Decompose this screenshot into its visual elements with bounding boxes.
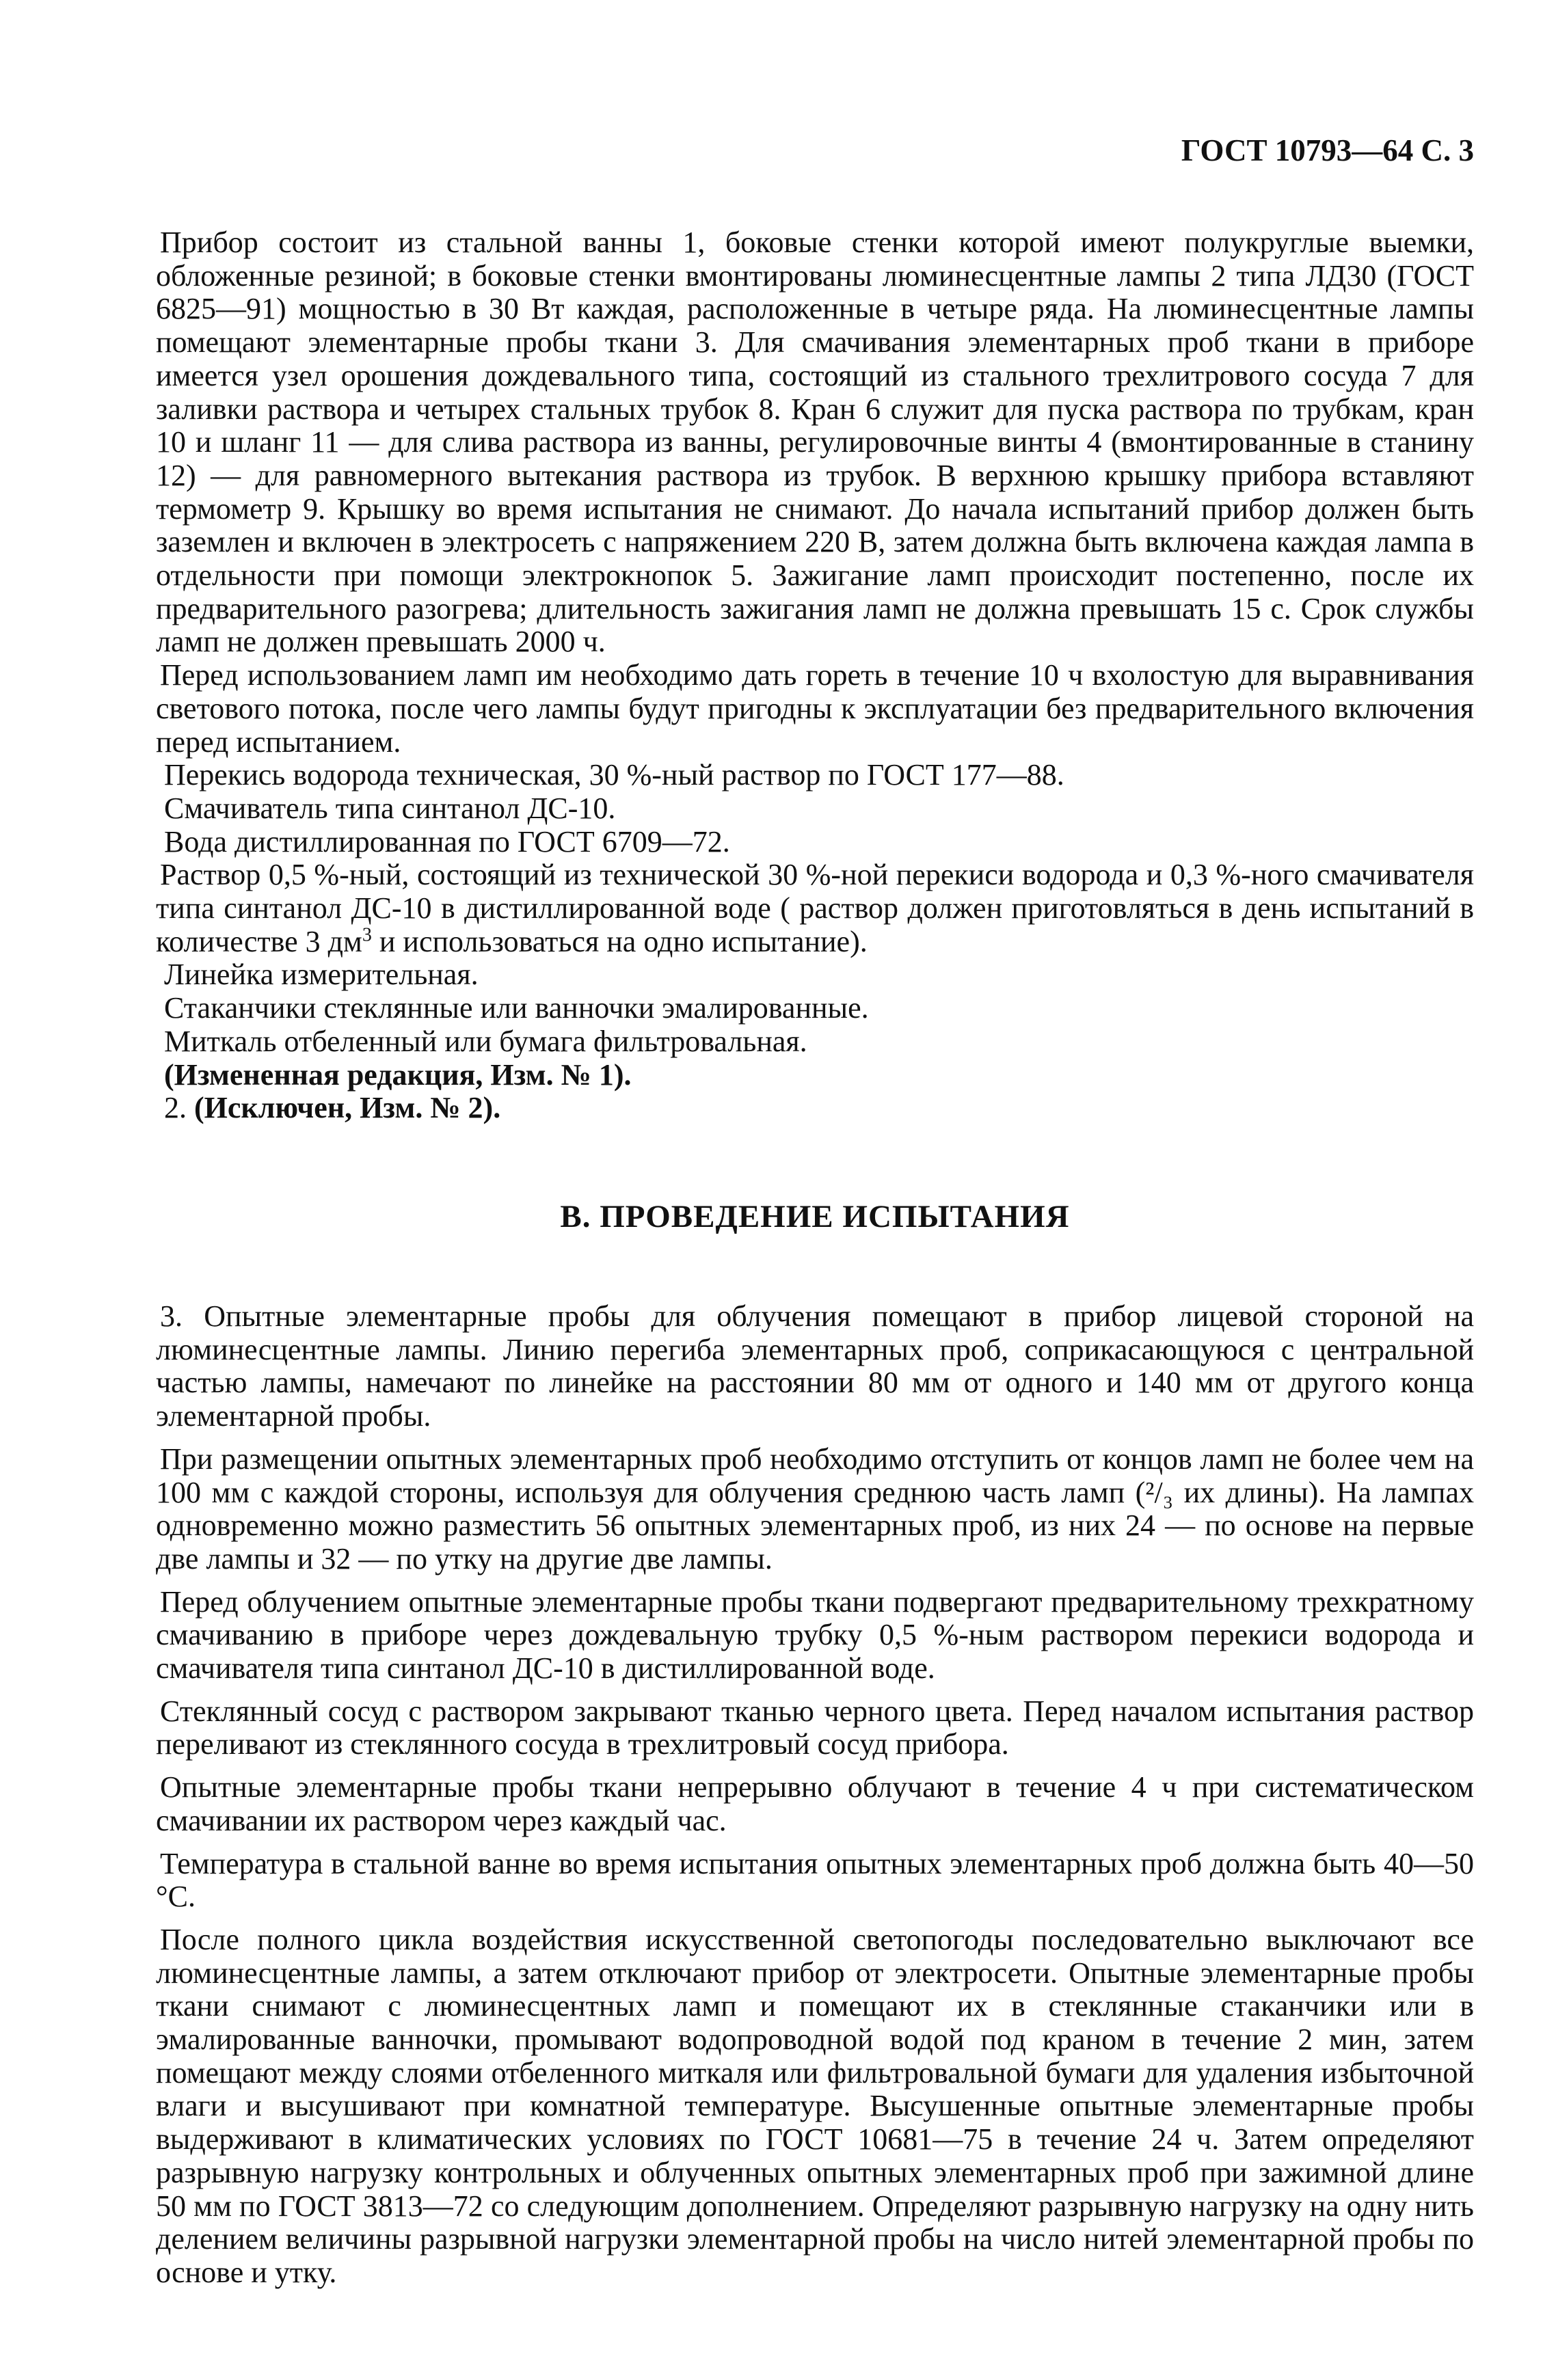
spacing-text-start: При размещении опытных элементарных проб необходимо отступить от концов ламп не более чем на 100 мм с каждой стороны, используя для облучения среднюю часть ламп ( bbox=[156, 1442, 1474, 1509]
solution-text-end: и использоваться на одно испытание). bbox=[371, 924, 868, 958]
list-item-tool-2: Стаканчики стеклянные или ванночки эмалированные. bbox=[164, 991, 869, 1025]
paragraph-3-wetting: Перед облучением опытные элементарные пробы ткани подвергают предварительному трехкратному смачиванию в приборе через дождевальную трубку 0,5 %-ным раствором перекиси водорода и смачивателя типа синтанол ДС-10 в дистиллированной воде. bbox=[156, 1584, 1474, 1686]
paragraph-3-spacing bbox=[156, 1443, 1474, 1576]
list-item-tool-1: Линейка измерительная. bbox=[164, 958, 479, 992]
item-2-excluded bbox=[156, 1092, 1474, 1125]
paragraph-3-placement: 3. Опытные элементарные пробы для облучения помещают в прибор лицевой стороной на люминесцентные лампы. Линию перегиба элементарных проб, соприкасающуюся с центральной частью лампы, намечают по линейке на расстоянии 80 мм от одного и 140 мм от другого конца элементарной пробы. bbox=[156, 1299, 1474, 1433]
amendment-note-1: (Измененная редакция, Изм. № 1). bbox=[164, 1057, 632, 1092]
item-2-number: 2. bbox=[164, 1091, 194, 1125]
paragraph-3-temperature: Температура в стальной ванне во время испытания опытных элементарных проб должна быть 40—50 °С. bbox=[156, 1846, 1474, 1914]
section-b-body bbox=[156, 226, 1474, 1125]
superscript-cubic: 3 bbox=[362, 924, 372, 946]
item-2-excluded-note: (Исключен, Изм. № 2). bbox=[194, 1091, 501, 1125]
list-item-reagent-1: Перекись водорода техническая, 30 %-ный раствор по ГОСТ 177—88. bbox=[164, 758, 1064, 792]
page-header: ГОСТ 10793—64 С. 3 bbox=[1181, 133, 1474, 167]
section-title: В. ПРОВЕДЕНИЕ ИСПЫТАНИЯ bbox=[560, 1198, 1070, 1234]
paragraph-3-irradiation: Опытные элементарные пробы ткани непрерывно облучают в течение 4 ч при систематическом смачивании их раствором через каждый час. bbox=[156, 1770, 1474, 1837]
paragraph-device-description: Прибор состоит из стальной ванны 1, боковые стенки которой имеют полукруглые выемки, обложенные резиной; в боковые стенки вмонтированы люминесцентные лампы 2 типа ЛД30 (ГОСТ 6825—91) мощностью в 30 Вт каждая, расположенные в четыре ряда. На люминесцентные лампы помещают элементарные пробы ткани 3. Для смачивания элементарных проб ткани в приборе имеется узел орошения дождевального типа, состоящий из стального трехлитрового сосуда 7 для заливки раствора и четырех стальных трубок 8. Кран 6 служит для пуска раствора по трубкам, кран 10 и шланг 11 — для слива раствора из ванны, регулировочные винты 4 (вмонтированные в станину 12) — для равномерного вытекания раствора из трубок. В верхнюю крышку прибора вставляют термометр 9. Крышку во время испытания не снимают. До начала испытаний прибор должен быть заземлен и включен в электросеть с напряжением 220 В, затем должна быть включена каждая лампа в отдельности при помощи электрокнопок 5. Зажигание ламп происходит постепенно, после их предварительного разогрева; длительность зажигания ламп не должна превышать 15 с. Срок службы ламп не должен превышать 2000 ч. bbox=[156, 226, 1474, 659]
paragraph-lamp-warmup: Перед использованием ламп им необходимо дать гореть в течение 10 ч вхолостую для выравнивания светового потока, после чего лампы будут пригодны к эксплуатации без предварительного включения перед испытанием. bbox=[156, 658, 1474, 759]
solution-text-start: Раствор 0,5 %-ный, состоящий из технической 30 %-ной перекиси водорода и 0,3 %-ного смачивателя типа синтанол ДС-10 в дистиллированной воде ( раствор должен приготовляться в день испытаний в количестве 3 дм bbox=[156, 858, 1474, 958]
section-v-body bbox=[156, 1300, 1474, 2290]
list-item-reagent-3: Вода дистиллированная по ГОСТ 6709—72. bbox=[164, 824, 730, 858]
paragraph-3-vessel: Стеклянный сосуд с раствором закрывают тканью черного цвета. Перед началом испытания раствор переливают из стеклянного сосуда в трехлитровый сосуд прибора. bbox=[156, 1694, 1474, 1761]
list-item-tool-3: Миткаль отбеленный или бумага фильтровальная. bbox=[164, 1024, 807, 1058]
list-item-reagent-2: Смачиватель типа синтанол ДС-10. bbox=[164, 791, 616, 825]
spacing-text-end: их длины). На лампах одновременно можно разместить 56 опытных элементарных проб, из них 24 — по основе на первые две лампы и 32 — по утку на другие две лампы. bbox=[156, 1475, 1474, 1576]
fraction-two-thirds: ²/₃ bbox=[1145, 1475, 1174, 1509]
paragraph-3-completion: После полного цикла воздействия искусственной светопогоды последовательно выключают все люминесцентные лампы, а затем отключают прибор от электросети. Опытные элементарные пробы ткани снимают с люминесцентных ламп и помещают их в стеклянные стаканчики или в эмалированные ванночки, промывают водопроводной водой под краном в течение 2 мин, затем помещают между слоями отбеленного миткаля или фильтровальной бумаги для удаления избыточной влаги и высушивают при комнатной температуре. Высушенные опытные элементарные пробы выдерживают в климатических условиях по ГОСТ 10681—75 в течение 24 ч. Затем определяют разрывную нагрузку контрольных и облученных опытных элементарных проб при зажимной длине 50 мм по ГОСТ 3813—72 со следующим дополнением. Определяют разрывную нагрузку на одну нить делением величины разрывной нагрузки элементарной пробы на число нитей элементарной пробы по основе и утку. bbox=[156, 1922, 1474, 2289]
paragraph-solution bbox=[156, 858, 1474, 958]
